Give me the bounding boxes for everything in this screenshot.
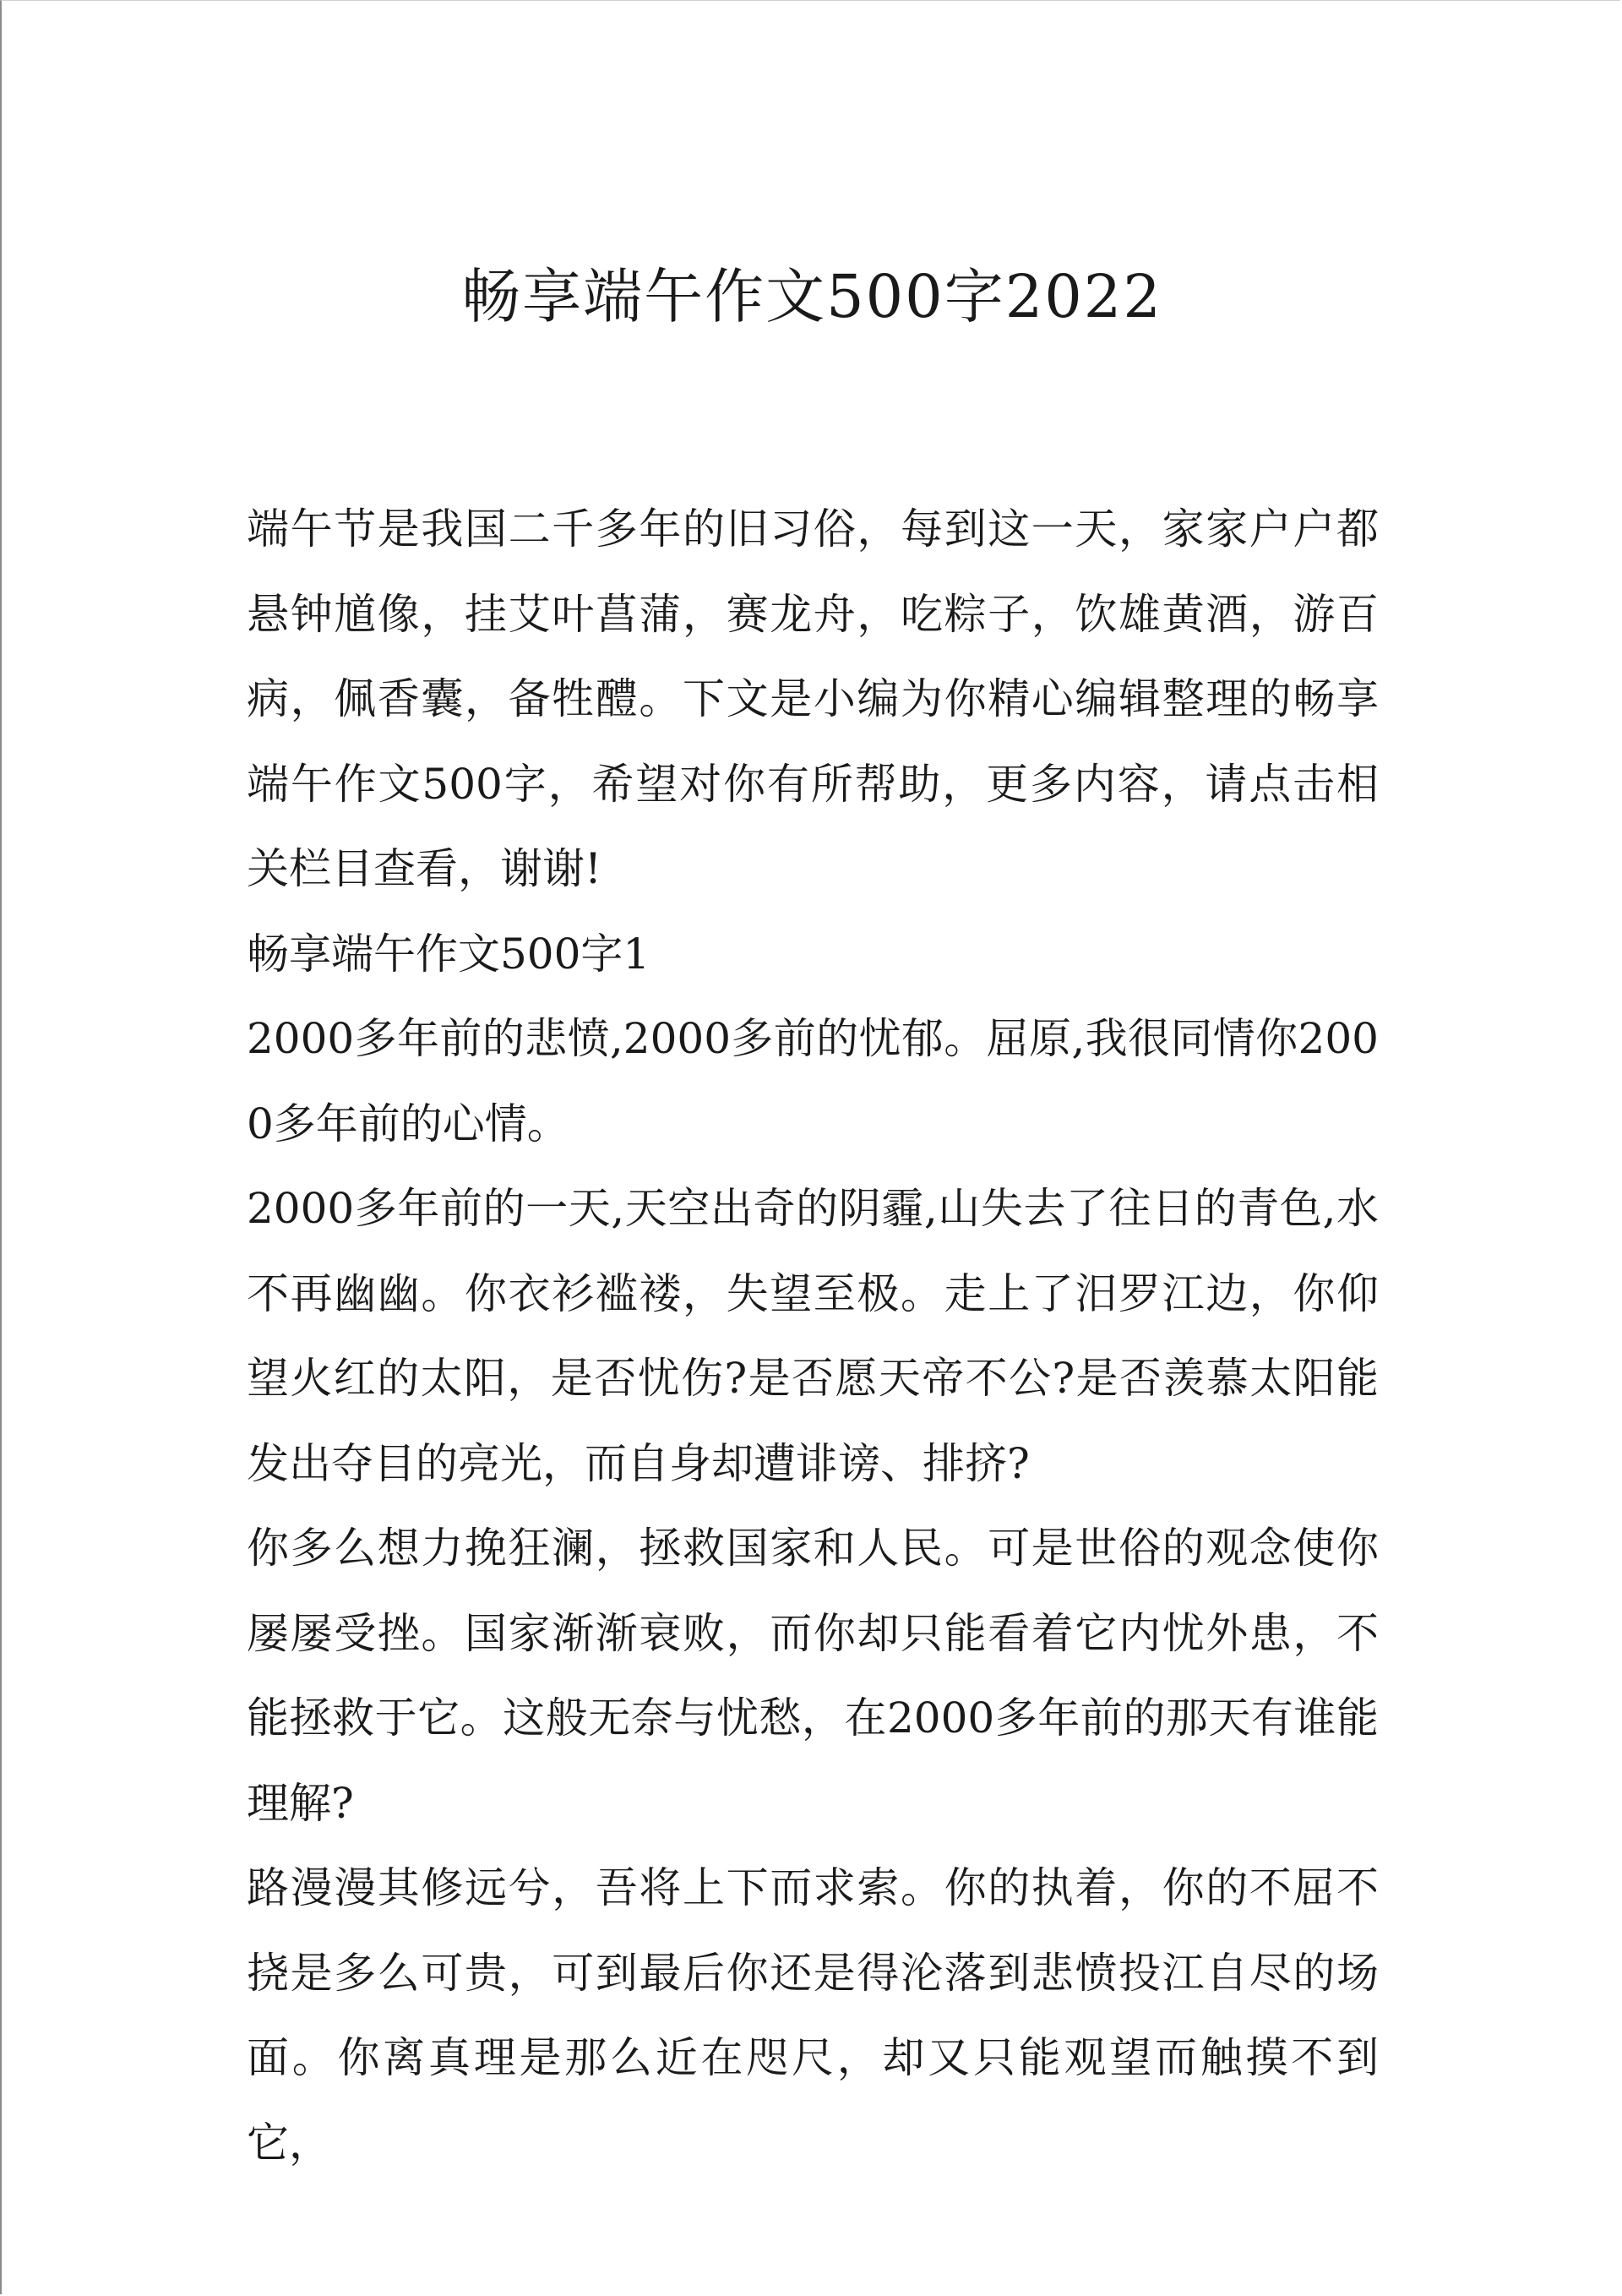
paragraph: 2000多年前的悲愤,2000多前的忧郁。屈原,我很同情你2000多年前的心情。 [247, 1014, 1379, 1148]
paragraph: 路漫漫其修远兮，吾将上下而求索。你的执着，你的不屈不挠是多么可贵，可到最后你还是得沦落到悲愤投江自尽的场面。你离真理是那么近在咫尺，却又只能观望而触摸不到它， [247, 1863, 1379, 2168]
paragraph: 你多么想力挽狂澜，拯救国家和人民。可是世俗的观念使你屡屡受挫。国家渐渐衰败，而你却只能看着它内忧外患，不能拯救于它。这般无奈与忧愁，在2000多年前的那天有谁能理解? [247, 1524, 1379, 1828]
section-heading: 畅享端午作文500字1 [247, 929, 650, 979]
document-title: 畅享端午作文500字2022 [461, 262, 1162, 331]
document-body [247, 487, 1379, 2185]
paragraph: 2000多年前的一天,天空出奇的阴霾,山失去了往日的青色,水不再幽幽。你衣衫褴褛，失望至极。走上了汨罗江边，你仰望火红的太阳，是否忧伤?是否愿天帝不公?是否羡慕太阳能发出夺目的亮光，而自身却遭诽谤、排挤? [247, 1184, 1379, 1488]
paragraph-intro: 端午节是我国二千多年的旧习俗，每到这一天，家家户户都悬钟馗像，挂艾叶菖蒲，赛龙舟，吃粽子，饮雄黄酒，游百病，佩香囊，备牲醴。下文是小编为你精心编辑整理的畅享端午作文500字，希望对你有所帮助，更多内容，请点击相关栏目查看，谢谢! [247, 504, 1379, 893]
